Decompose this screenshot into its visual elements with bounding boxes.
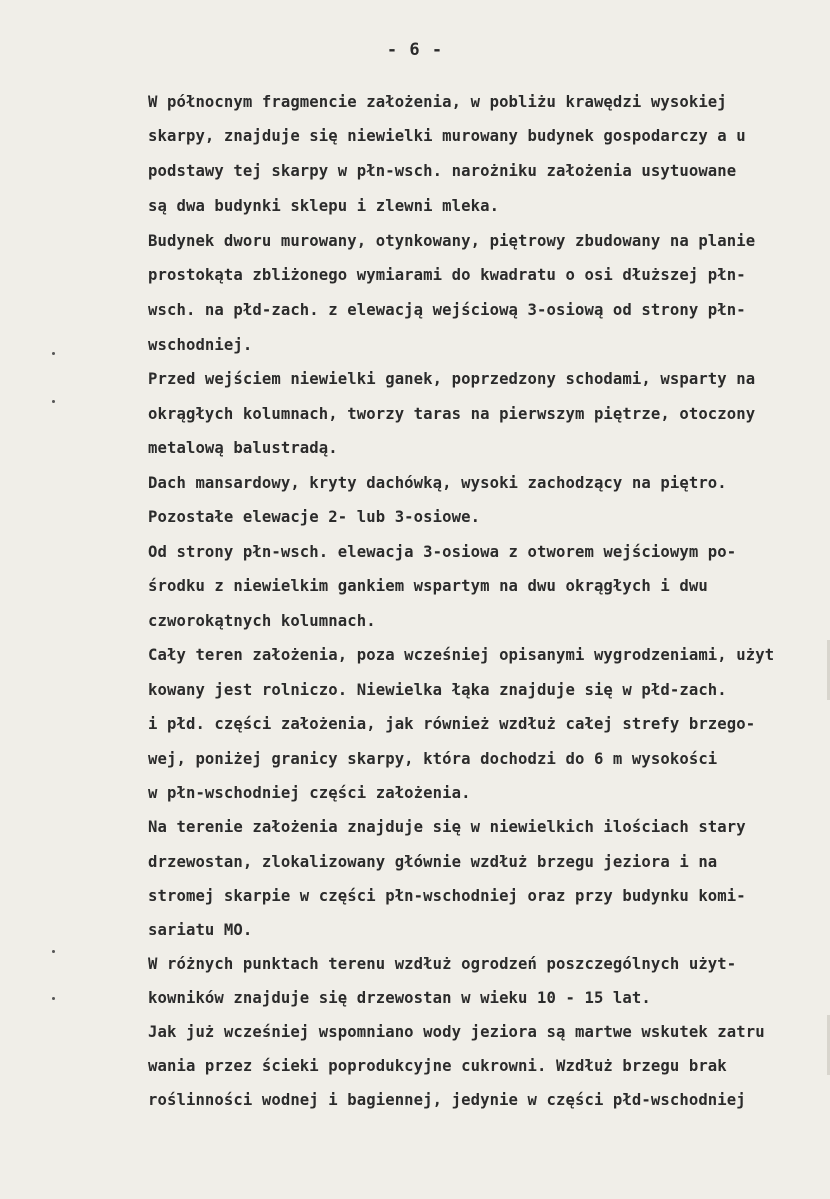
- text-line: Cały teren założenia, poza wcześniej opisanymi wygrodzeniami, użyt: [148, 646, 775, 664]
- text-line: Przed wejściem niewielki ganek, poprzedzony schodami, wsparty na: [148, 370, 756, 388]
- text-line: Budynek dworu murowany, otynkowany, piętrowy zbudowany na planie: [148, 232, 756, 250]
- text-line: kowany jest rolniczo. Niewielka łąka znajduje się w płd-zach.: [148, 681, 727, 699]
- text-line: sariatu MO.: [148, 921, 253, 939]
- text-line: są dwa budynki sklepu i zlewni mleka.: [148, 197, 500, 215]
- text-line: środku z niewielkim gankiem wspartym na dwu okrągłych i dwu: [148, 577, 708, 595]
- text-line: Jak już wcześniej wspomniano wody jeziora są martwe wskutek zatru: [148, 1023, 765, 1041]
- text-line: Pozostałe elewacje 2- lub 3-osiowe.: [148, 508, 481, 526]
- text-line: wania przez ścieki poprodukcyjne cukrowni. Wzdłuż brzegu brak: [148, 1057, 727, 1075]
- text-line: podstawy tej skarpy w płn-wsch. narożniku założenia usytuowane: [148, 162, 737, 180]
- text-line: w płn-wschodniej części założenia.: [148, 784, 471, 802]
- text-line: Dach mansardowy, kryty dachówką, wysoki zachodzący na piętro.: [148, 474, 727, 492]
- text-line: skarpy, znajduje się niewielki murowany budynek gospodarczy a u: [148, 127, 746, 145]
- margin-punch-mark: [52, 352, 55, 355]
- margin-punch-mark: [52, 950, 55, 953]
- text-line: Od strony płn-wsch. elewacja 3-osiowa z otworem wejściowym po-: [148, 543, 737, 561]
- text-line: drzewostan, zlokalizowany głównie wzdłuż brzegu jeziora i na: [148, 853, 718, 871]
- text-line: metalową balustradą.: [148, 439, 338, 457]
- text-line: wej, poniżej granicy skarpy, która dochodzi do 6 m wysokości: [148, 750, 718, 768]
- page-number: - 6 -: [386, 40, 444, 60]
- text-line: wschodniej.: [148, 336, 253, 354]
- text-line: stromej skarpie w części płn-wschodniej oraz przy budynku komi-: [148, 887, 746, 905]
- text-line: okrągłych kolumnach, tworzy taras na pierwszym piętrze, otoczony: [148, 405, 756, 423]
- text-line: kowników znajduje się drzewostan w wieku 10 - 15 lat.: [148, 989, 651, 1007]
- text-line: wsch. na płd-zach. z elewacją wejściową 3-osiową od strony płn-: [148, 301, 746, 319]
- text-line: prostokąta zbliżonego wymiarami do kwadratu o osi dłuższej płn-: [148, 266, 746, 284]
- text-line: roślinności wodnej i bagiennej, jedynie w części płd-wschodniej: [148, 1091, 746, 1109]
- text-line: Na terenie założenia znajduje się w niewielkich ilościach stary: [148, 818, 746, 836]
- margin-punch-mark: [52, 997, 55, 1000]
- margin-punch-mark: [52, 400, 55, 403]
- text-line: i płd. części założenia, jak również wzdłuż całej strefy brzego-: [148, 715, 756, 733]
- text-line: W północnym fragmencie założenia, w pobliżu krawędzi wysokiej: [148, 93, 727, 111]
- text-line: czworokątnych kolumnach.: [148, 612, 376, 630]
- text-line: W różnych punktach terenu wzdłuż ogrodzeń poszczególnych użyt-: [148, 955, 737, 973]
